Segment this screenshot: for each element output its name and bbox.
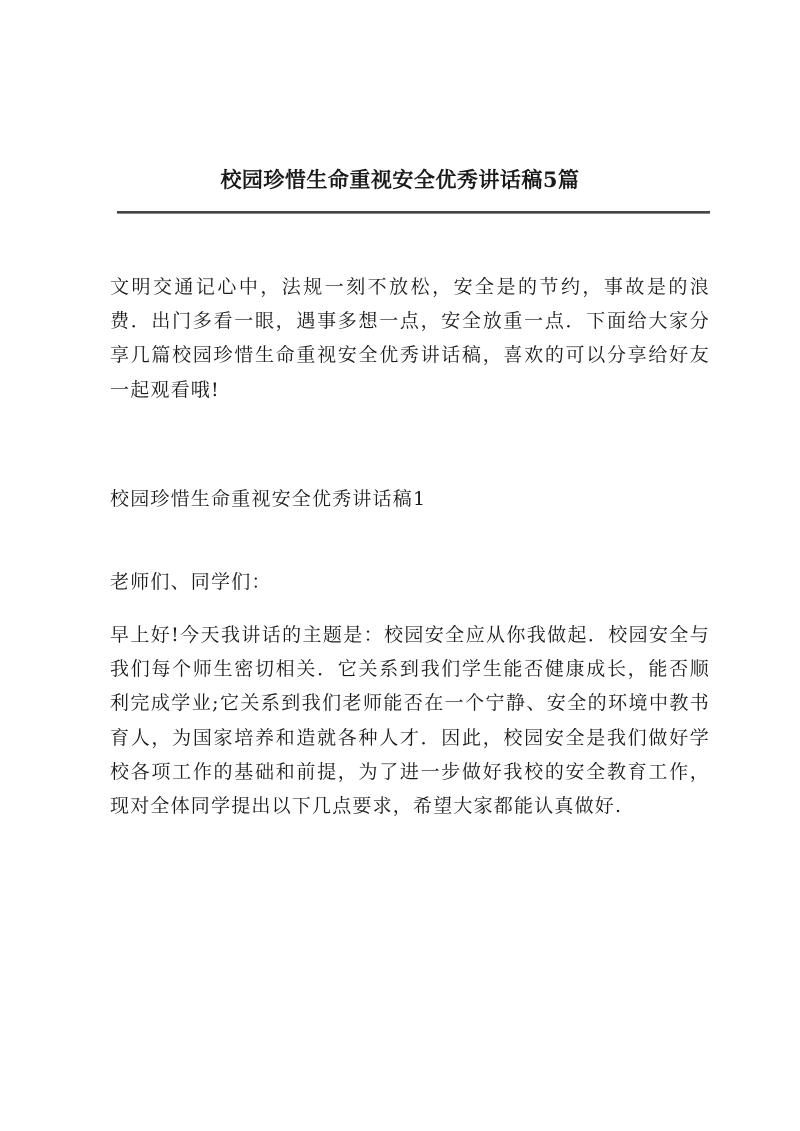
intro-paragraph: 文明交通记心中，法规一刻不放松，安全是的节约，事故是的浪费．出门多看一眼，遇事多想一点，安全放重一点．下面给大家分享几篇校园珍惜生命重视安全优秀讲话稿，喜欢的可以分享给好友一起观看哦! — [110, 276, 710, 401]
section-heading: 校园珍惜生命重视安全优秀讲话稿1 — [110, 488, 427, 510]
document-title: 校园珍惜生命重视安全优秀讲话稿5篇 — [220, 167, 580, 192]
greeting-paragraph: 老师们、同学们： — [110, 571, 272, 593]
title-divider — [117, 211, 710, 214]
body-paragraph: 早上好!今天我讲话的主题是：校园安全应从你我做起．校园安全与我们每个师生密切相关．它关系到我们学生能否健康成长，能否顺利完成学业;它关系到我们老师能否在一个宁静、安全的环境中教书育人，为国家培养和造就各种人才．因此，校园安全是我们做好学校各项工作的基础和前提，为了进一步做好我校的安全教育工作，现对全体同学提出以下几点要求，希望大家都能认真做好. — [110, 624, 710, 818]
